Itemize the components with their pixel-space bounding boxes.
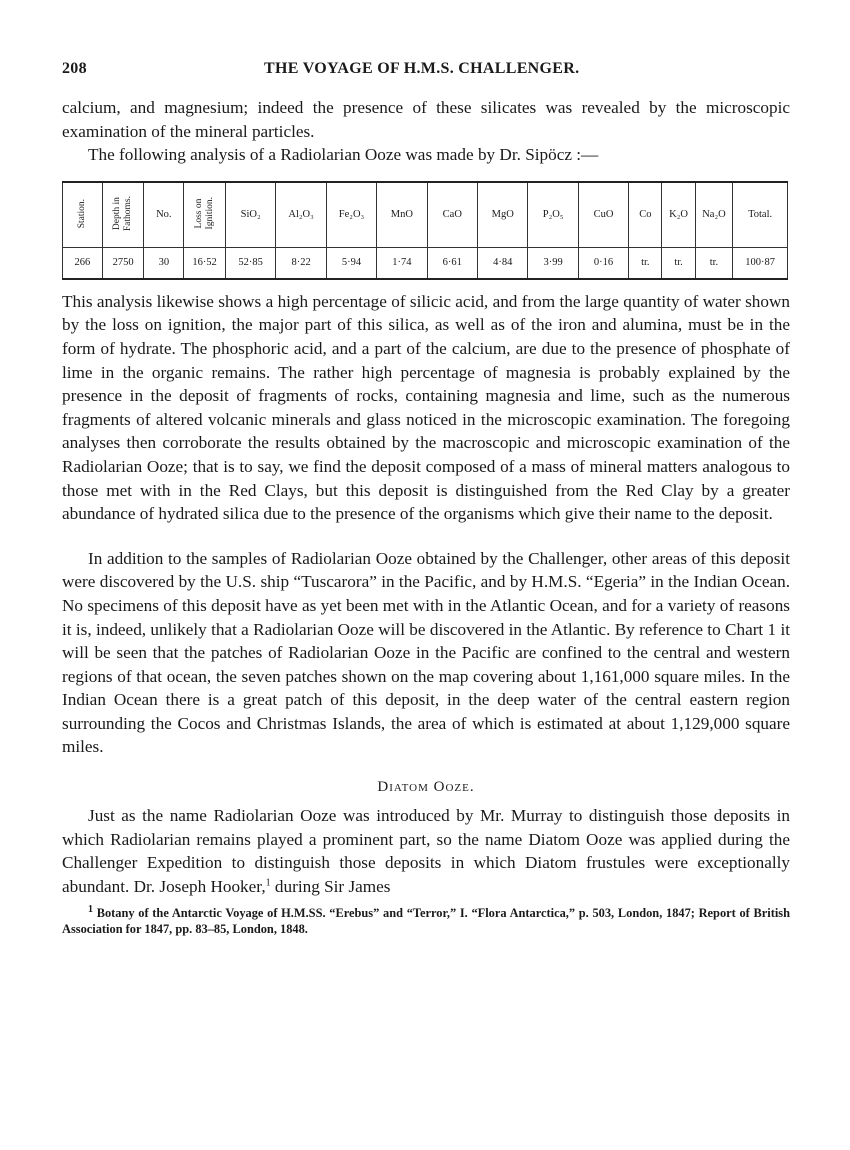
table-row xyxy=(63,247,788,279)
col-fe2o3: Fe₂O₃ xyxy=(326,182,376,248)
cell-na2o: tr. xyxy=(695,247,733,279)
col-mgo: MgO xyxy=(478,182,528,248)
cell-cao: 6·61 xyxy=(427,247,477,279)
table-header-row xyxy=(63,182,788,248)
cell-k2o: tr. xyxy=(662,247,695,279)
col-p2o5: P₂O₅ xyxy=(528,182,578,248)
col-cao: CaO xyxy=(427,182,477,248)
cell-sio2: 52·85 xyxy=(225,247,275,279)
col-k2o: K₂O xyxy=(662,182,695,248)
col-cuo: CuO xyxy=(578,182,628,248)
col-station: Station. xyxy=(63,182,103,248)
cell-p2o5: 3·99 xyxy=(528,247,578,279)
col-total: Total. xyxy=(733,182,788,248)
page-number: 208 xyxy=(62,60,87,77)
footnote-mark: 1 xyxy=(88,904,93,916)
footnote: $^1$ Botany of the Antarctic Voyage of H.M.SS. “Erebus” and “Terror,” I. “Flora Antarctica,” p. 503, London, 1847; Report of British Association for 1847, pp. 83–85, London, 1848. xyxy=(62,904,790,936)
paragraph-diatom-ooze: Just as the name Radiolarian Ooze was introduced by Mr. Murray to distinguish those deposits in which Radiolarian remains played a prominent part, so the name Diatom Ooze was applied during the Challenger Expedition to distinguish those deposits in which Diatom frustules were exceptionally abundant. Dr. Joseph Hooker,$^1$ during Sir James xyxy=(62,806,790,896)
paragraph-continuation: calcium, and magnesium; indeed the presence of these silicates was revealed by the microscopic examination of the mineral particles. xyxy=(62,98,790,141)
cell-total: 100·87 xyxy=(733,247,788,279)
col-al2o3: Al₂O₃ xyxy=(276,182,326,248)
col-co: Co xyxy=(629,182,662,248)
cell-cuo: 0·16 xyxy=(578,247,628,279)
cell-mno: 1·74 xyxy=(377,247,427,279)
paragraph-distribution: In addition to the samples of Radiolarian Ooze obtained by the Challenger, other areas of this deposit were discovered by the U.S. ship “Tuscarora” in the Pacific, and by H.M.S. “Egeria” in the Indian Ocean. No specimens of this deposit have as yet been met with in the Atlantic Ocean, and for a variety of reasons it is, indeed, unlikely that a Radiolarian Ooze will be discovered in the Atlantic. By reference to Chart 1 it will be seen that the patches of Radiolarian Ooze in the Pacific are confined to the central and western regions of that ocean, the seven patches shown on the map covering about 1,161,000 square miles. In the Indian Ocean there is a great patch of this deposit, in the deep water of the central eastern region surrounding the Cocos and Christmas Islands, the area of which is estimated at about 1,129,000 square miles. xyxy=(62,548,790,757)
cell-mgo: 4·84 xyxy=(478,247,528,279)
cell-station: 266 xyxy=(63,247,103,279)
col-depth: Depth in Fathoms. xyxy=(102,182,144,248)
col-sio2: SiO₂ xyxy=(225,182,275,248)
cell-loss-ignition: 16·52 xyxy=(184,247,226,279)
col-number: No. xyxy=(144,182,184,248)
page xyxy=(62,60,790,937)
cell-co: tr. xyxy=(629,247,662,279)
cell-depth: 2750 xyxy=(102,247,144,279)
col-mno: MnO xyxy=(377,182,427,248)
col-na2o: Na₂O xyxy=(695,182,733,248)
running-title: THE VOYAGE OF H.M.S. CHALLENGER. xyxy=(264,60,580,77)
analysis-table xyxy=(62,181,788,280)
cell-al2o3: 8·22 xyxy=(276,247,326,279)
paragraph-analysis-intro: The following analysis of a Radiolarian Ooze was made by Dr. Sipöcz :— xyxy=(88,145,599,165)
cell-fe2o3: 5·94 xyxy=(326,247,376,279)
footnote-reference[interactable]: 1 xyxy=(265,877,271,889)
col-loss-ignition: Loss on Ignition. xyxy=(184,182,226,248)
running-header xyxy=(62,60,790,86)
section-heading: Diatom Ooze. xyxy=(377,779,475,796)
cell-number: 30 xyxy=(144,247,184,279)
paragraph-analysis-discussion: This analysis likewise shows a high percentage of silicic acid, and from the large quantity of water shown by the loss on ignition, the major part of this silica, as well as of the iron and alumina, must be in the form of hydrate. The phosphoric acid, and a part of the calcium, are due to the presence of phosphate of lime in the organic remains. The rather high percentage of magnesia is probably explained by the presence in the deposit of fragments of rocks, containing magnesia and lime, such as the numerous fragments of altered volcanic minerals and glass noticed in the microscopic examination. The foregoing analyses then corroborate the results obtained by the macroscopic and microscopic examination of the Radiolarian Ooze; that is to say, we find the deposit composed of a mass of mineral matters analogous to those met with in the Red Clays, but this deposit is distinguished from the Red Clay by a greater abundance of hydrated silica due to the presence of the organisms which give their name to the deposit. xyxy=(62,291,790,524)
